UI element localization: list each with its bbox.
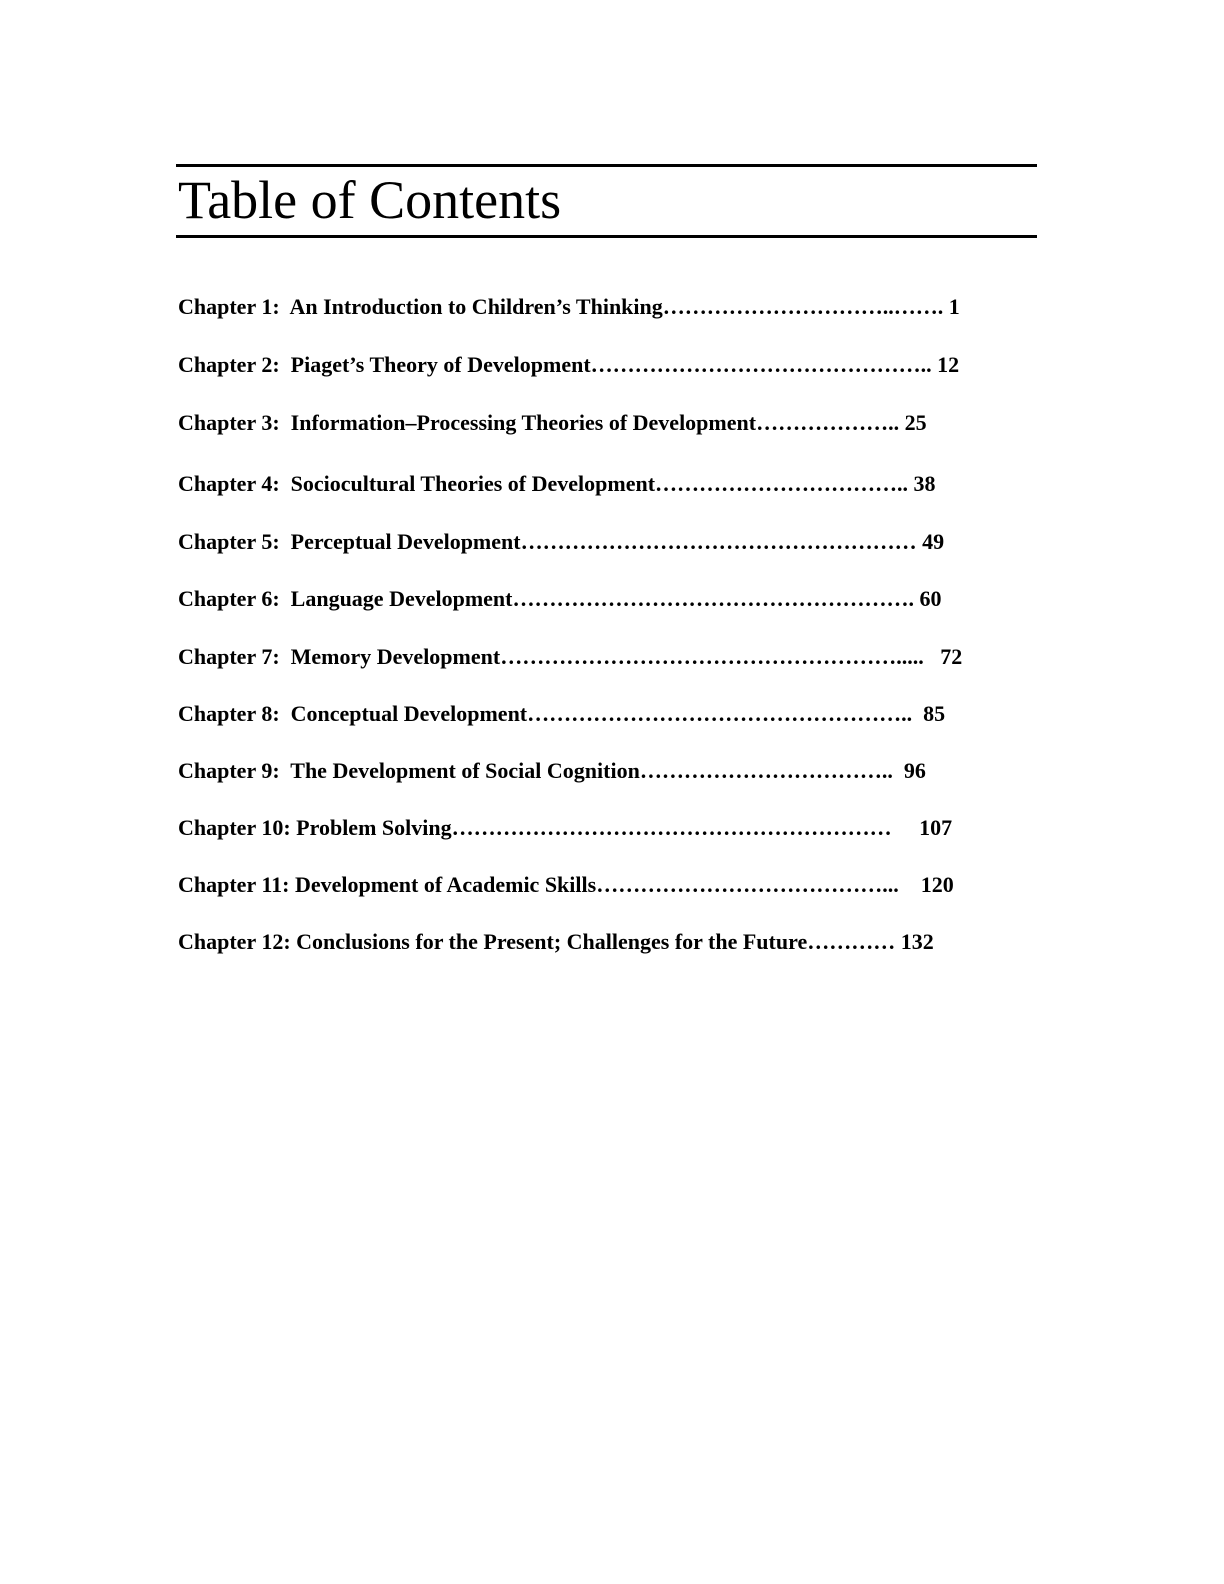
chapter-label: Chapter 5: bbox=[178, 529, 280, 554]
toc-entry-chapter-9 bbox=[178, 756, 926, 786]
dot-leader: …………………………………... bbox=[596, 872, 921, 897]
chapter-title: The Development of Social Cognition bbox=[290, 758, 640, 783]
chapter-label: Chapter 1: bbox=[178, 294, 280, 319]
dot-leader: ……………….. bbox=[756, 410, 905, 435]
page-number: 38 bbox=[913, 471, 936, 496]
chapter-title: An Introduction to Children’s Thinking bbox=[289, 294, 663, 319]
toc-entry-chapter-11 bbox=[178, 870, 954, 900]
chapter-title: Piaget’s Theory of Development bbox=[290, 352, 591, 377]
page-number: 1 bbox=[948, 294, 960, 319]
dot-leader: …………………………………………………… bbox=[451, 815, 920, 840]
page-number: 49 bbox=[922, 529, 945, 554]
page-number: 72 bbox=[940, 644, 963, 669]
chapter-title: Language Development bbox=[290, 586, 513, 611]
chapter-label: Chapter 2: bbox=[178, 352, 280, 377]
toc-entry-chapter-8 bbox=[178, 699, 945, 729]
toc-entry-chapter-6 bbox=[178, 584, 941, 614]
chapter-title: Sociocultural Theories of Development bbox=[290, 471, 656, 496]
page-number: 132 bbox=[900, 929, 934, 954]
page-number: 107 bbox=[919, 815, 953, 840]
dot-leader: ………… bbox=[807, 929, 901, 954]
dot-leader: ……………………………………….. bbox=[590, 352, 938, 377]
page-title: Table of Contents bbox=[178, 170, 562, 230]
toc-entry-chapter-12 bbox=[178, 927, 934, 957]
title-top-rule bbox=[176, 164, 1037, 167]
dot-leader: ………………………………………………..... bbox=[500, 644, 941, 669]
dot-leader: …………………………….. bbox=[655, 471, 914, 496]
dot-leader: ………………………………………………. bbox=[512, 586, 920, 611]
chapter-title: Problem Solving bbox=[296, 815, 452, 840]
chapter-label: Chapter 6: bbox=[178, 586, 280, 611]
chapter-title: Memory Development bbox=[290, 644, 501, 669]
page-number: 12 bbox=[937, 352, 960, 377]
chapter-label: Chapter 9: bbox=[178, 758, 280, 783]
page-number: 85 bbox=[923, 701, 946, 726]
chapter-title: Development of Academic Skills bbox=[294, 872, 597, 897]
dot-leader: …………………………..……. bbox=[662, 294, 949, 319]
toc-entry-chapter-2 bbox=[178, 350, 959, 380]
chapter-label: Chapter 12: bbox=[178, 929, 291, 954]
chapter-title: Perceptual Development bbox=[290, 529, 521, 554]
chapter-label: Chapter 10: bbox=[178, 815, 291, 840]
chapter-label: Chapter 11: bbox=[178, 872, 290, 897]
toc-entry-chapter-7 bbox=[178, 642, 962, 672]
chapter-title: Conceptual Development bbox=[290, 701, 528, 726]
toc-entry-chapter-4 bbox=[178, 469, 936, 499]
chapter-label: Chapter 7: bbox=[178, 644, 280, 669]
dot-leader: …………………………………………….. bbox=[527, 701, 924, 726]
page-number: 96 bbox=[903, 758, 926, 783]
title-bottom-rule bbox=[176, 235, 1037, 238]
page-number: 60 bbox=[919, 586, 942, 611]
toc-entry-chapter-5 bbox=[178, 527, 944, 557]
page-number: 25 bbox=[904, 410, 927, 435]
chapter-title: Information–Processing Theories of Development bbox=[290, 410, 757, 435]
chapter-label: Chapter 8: bbox=[178, 701, 280, 726]
chapter-label: Chapter 3: bbox=[178, 410, 280, 435]
chapter-label: Chapter 4: bbox=[178, 471, 280, 496]
page-number: 120 bbox=[920, 872, 954, 897]
dot-leader: ……………………………………………… bbox=[520, 529, 923, 554]
dot-leader: …………………………….. bbox=[639, 758, 904, 783]
toc-entry-chapter-1 bbox=[178, 292, 960, 322]
chapter-title: Conclusions for the Present; Challenges for the Future bbox=[296, 929, 808, 954]
toc-entry-chapter-10 bbox=[178, 813, 952, 843]
toc-entry-chapter-3 bbox=[178, 408, 927, 438]
